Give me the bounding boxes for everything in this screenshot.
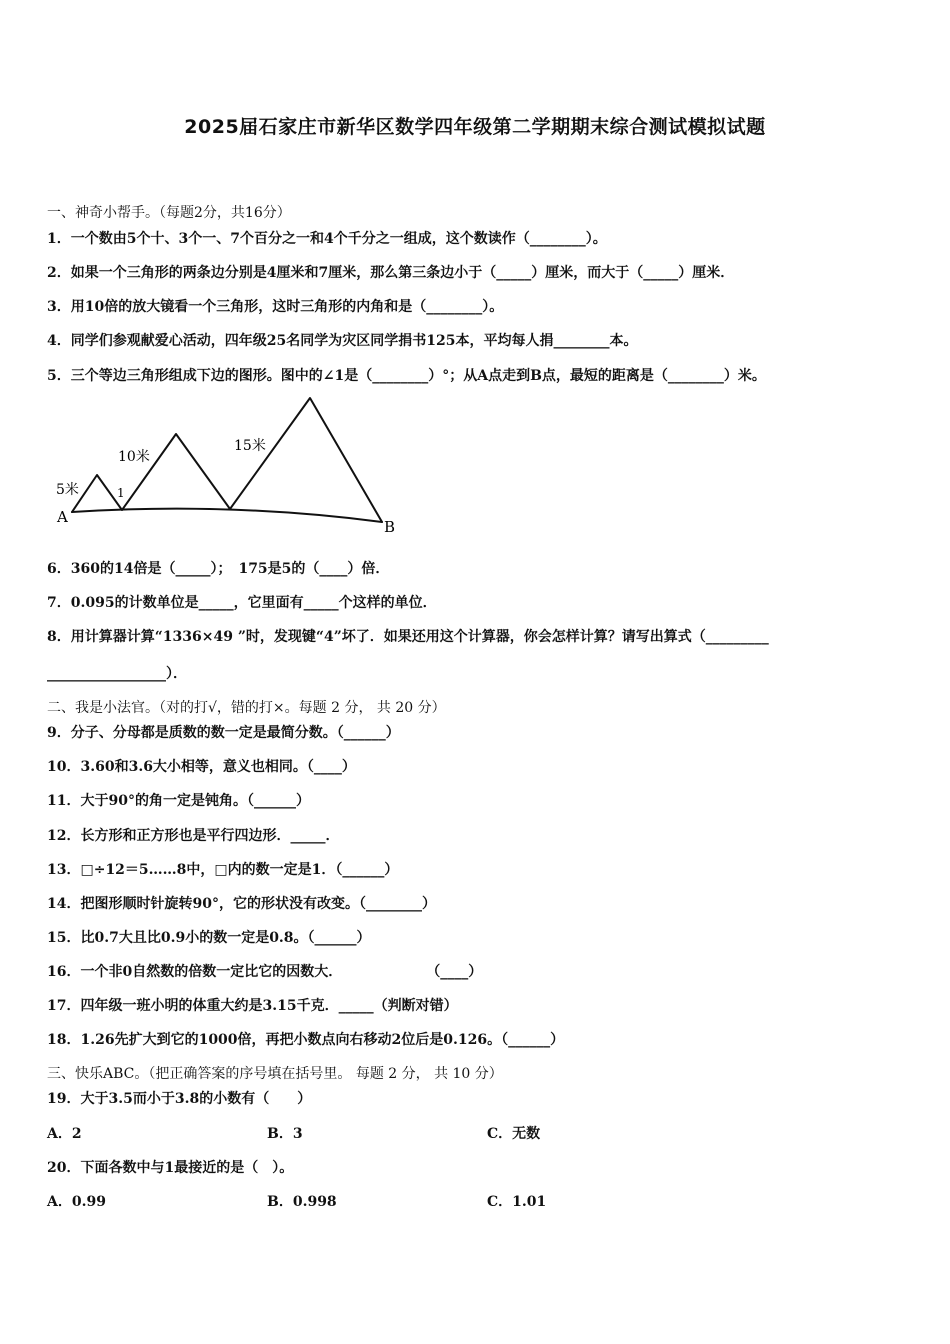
- question-5: 5．三个等边三角形组成下边的图形。图中的∠1是（________）°；从A点走到B点，最短的距离是（________）米。: [47, 368, 766, 384]
- question-20-option-a: A．0.99: [47, 1194, 106, 1210]
- question-10: 10．3.60和3.6大小相等，意义也相同。（____）: [47, 759, 356, 775]
- question-17: 17．四年级一班小明的体重大约是3.15千克．_____（判断对错）: [47, 998, 458, 1014]
- question-20: 20．下面各数中与1最接近的是（ ）。: [47, 1160, 294, 1176]
- question-13: 13．□÷12＝5……8中，□内的数一定是1．（______）: [47, 862, 399, 878]
- section-1-heading: 一、神奇小帮手。（每题2分，共16分）: [47, 205, 291, 221]
- question-4: 4．同学们参观献爱心活动，四年级25名同学为灾区同学捐书125本，平均每人捐________本。: [47, 333, 638, 349]
- question-14: 14．把图形顺时针旋转90°，它的形状没有改变。（________）: [47, 896, 436, 912]
- question-15: 15．比0.7大且比0.9小的数一定是0.8。（______）: [47, 930, 371, 946]
- figure-label-10: 10米: [118, 449, 150, 465]
- page-title: 2025届石家庄市新华区数学四年级第二学期期末综合测试模拟试题: [184, 116, 766, 138]
- figure-label-5: 5米: [56, 482, 79, 498]
- question-19-option-a: A．2: [47, 1126, 82, 1142]
- figure-label-B: B: [384, 518, 396, 536]
- question-9: 9．分子、分母都是质数的数一定是最简分数。（______）: [47, 725, 400, 741]
- question-2: 2．如果一个三角形的两条边分别是4厘米和7厘米，那么第三条边小于（_____）厘米，而大于（_____）厘米．: [47, 265, 735, 281]
- question-19: 19．大于3.5而小于3.8的小数有（ ）: [47, 1091, 312, 1107]
- question-11: 11．大于90°的角一定是钝角。（______）: [47, 793, 310, 809]
- question-19-option-b: B．3: [267, 1126, 303, 1142]
- question-12: 12．长方形和正方形也是平行四边形．_____．: [47, 828, 340, 844]
- section-3-heading: 三、快乐ABC。（把正确答案的序号填在括号里。 每题 2 分， 共 10 分）: [47, 1066, 503, 1082]
- question-19-option-c: C．无数: [487, 1126, 541, 1142]
- question-18: 18．1.26先扩大到它的1000倍，再把小数点向右移动2位后是0.126。（______）: [47, 1032, 565, 1048]
- question-7: 7．0.095的计数单位是_____，它里面有_____个这样的单位．: [47, 595, 437, 611]
- figure-label-A: A: [57, 508, 68, 526]
- question-8-line-1: 8．用计算器计算“1336×49 ”时，发现键“4”坏了．如果还用这个计算器，你会怎样计算？请写出算式（_________: [47, 629, 769, 645]
- figure-label-angle-1: 1: [117, 486, 125, 500]
- question-20-option-b: B．0.998: [267, 1194, 337, 1210]
- section-2-heading: 二、我是小法官。（对的打√，错的打×。每题 2 分， 共 20 分）: [47, 700, 446, 716]
- question-8-line-2: _________________）．: [47, 666, 187, 682]
- question-1: 1．一个数由5个十、3个一、7个百分之一和4个千分之一组成，这个数读作（________）。: [47, 231, 607, 247]
- figure-baseline: [72, 509, 382, 522]
- triangle-figure: [50, 390, 410, 540]
- question-20-option-c: C．1.01: [487, 1194, 547, 1210]
- figure-label-15: 15米: [234, 438, 266, 454]
- question-3: 3．用10倍的放大镜看一个三角形，这时三角形的内角和是（________）。: [47, 299, 504, 315]
- question-16: 16．一个非0自然数的倍数一定比它的因数大． （____）: [47, 964, 483, 980]
- question-6: 6．360的14倍是（_____）； 175是5的（____）倍．: [47, 561, 390, 577]
